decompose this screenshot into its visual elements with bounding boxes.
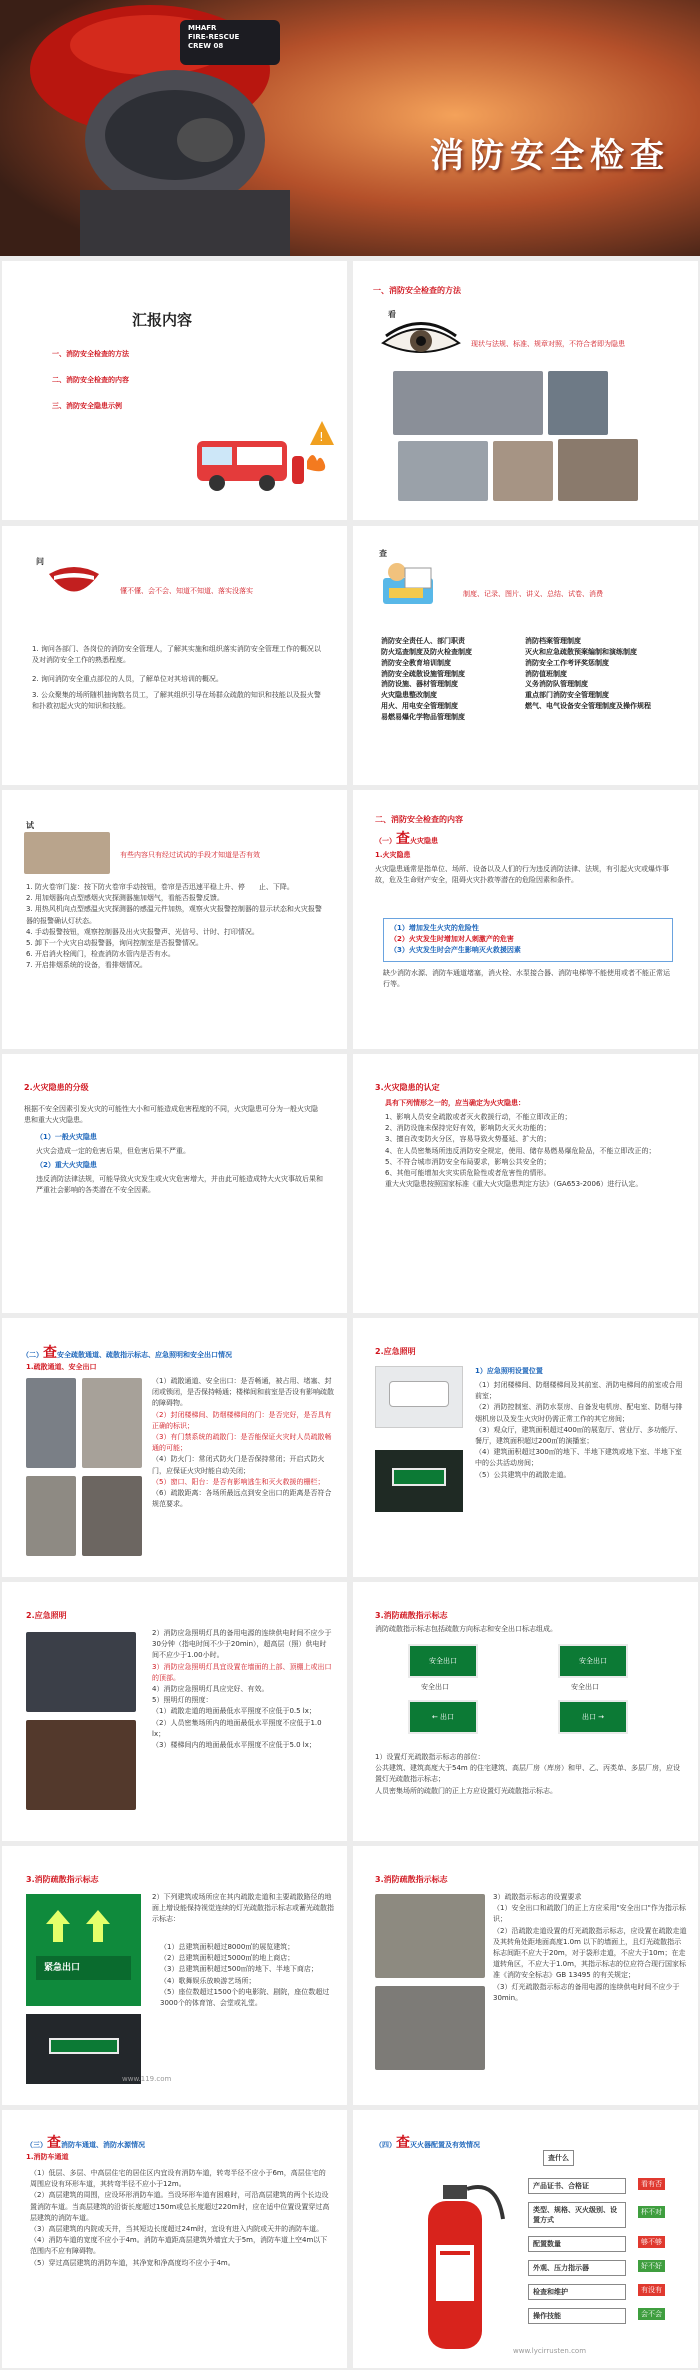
toc-item-1: 一、消防安全检查的方法: [52, 350, 129, 358]
corridor-photo: [26, 1378, 76, 1468]
tag-left: 类型、规格、灭火级别、设置方式: [528, 2202, 626, 2228]
check-left-list: [381, 636, 521, 723]
hazard-para: 火灾隐患通常是指单位、场所、设备以及人们的行为违反消防法律、法规，有引起火灾或爆炸事故，危及生命财产安全，阻碍火灾扑救等潜在的危险因素和条件。: [375, 865, 669, 885]
list-item: 5. 卸下一个火灾自动报警器，询问控制室是否报警情况。: [26, 938, 203, 947]
toc-slide: [2, 261, 347, 520]
ask-para-1: 1. 询问各部门、各岗位的消防安全管理人，了解其实施和组织落实消防安全管理工作的概况以及对消防安全工作的熟悉程度。: [32, 645, 321, 665]
list-item: 易燃易爆化学物品管理制度: [381, 712, 465, 721]
evacuation-slide: [2, 1318, 347, 1577]
list-item: 6. 开启消火栓阀门，检查消防水管内是否有水。: [26, 950, 175, 959]
list-item: 重点部门消防安全管理制度: [525, 691, 609, 700]
ask-note: 懂不懂、会不会、知道不知道、落实没落实: [120, 587, 253, 595]
inspection-photo-4: [493, 441, 553, 501]
inspector-photo: [375, 1894, 485, 1978]
list-item: （5）公共建筑中的疏散走道。: [475, 1470, 571, 1479]
hazard-example: 缺少消防水源、消防车通道堵塞，消火栓、水泵接合器、消防电梯等不能使用或者不能正常运行等。: [383, 969, 670, 989]
list-item: 消防安全疏散设施管理制度: [381, 669, 465, 678]
floor-sign-list: [160, 1942, 338, 2009]
list-item: 7. 开启排烟系统的设备，看排烟情况。: [26, 961, 147, 970]
determination-sub: 具有下列情形之一的，应当确定为火灾隐患：: [385, 1099, 525, 1107]
list-item: 4. 手动报警按钮，观察控制器及出火灾报警声、光信号、计时、打印情况。: [26, 927, 259, 936]
tag-right: 有没有: [638, 2284, 665, 2296]
inspection-photo-3: [398, 441, 488, 501]
list-item: （3）总建筑面积超过500㎡的地下、半地下商店；: [160, 1965, 318, 1974]
evac-sign-slide: [353, 1582, 698, 1841]
section-heading: 一、消防安全检查的方法: [373, 286, 461, 295]
list-item: （4）建筑面积超过300㎡的地下、半地下建筑或地下室、半地下室中的公共活动房间；: [475, 1448, 682, 1468]
lighting-position-slide: [353, 1318, 698, 1577]
list-item: （4）歌舞娱乐放映游艺场所；: [160, 1976, 256, 1985]
floor-arrow-sign: 紧急出口: [26, 1894, 141, 2006]
list-item: 1. 防火卷帘门旋：按下防火卷帘手动按钮，卷帘是否迅速平稳上升、停 止、下降。: [26, 883, 294, 891]
section-heading: 二、消防安全检查的内容: [375, 815, 463, 824]
door-photo: [26, 1476, 76, 1556]
list-item: 1）设置灯光疏散指示标志的部位：: [375, 1753, 485, 1761]
check-slide: [353, 526, 698, 785]
cover-title: 消防安全检查: [430, 136, 670, 176]
section-heading: 2.火灾隐患的分级: [24, 1083, 89, 1092]
list-item: 5）照明灯的照度：: [152, 1696, 213, 1705]
lighting-sub: 1）应急照明设置位置: [475, 1367, 543, 1375]
mouth-illustration: [44, 564, 104, 604]
look-char: 看: [388, 310, 396, 319]
evacuation-list: [152, 1376, 337, 1510]
toc-item-3: 三、消防安全隐患示例: [52, 402, 122, 410]
look-slide: [353, 261, 698, 520]
sign-requirement-slide: [353, 1846, 698, 2105]
list-item: 6、其他可能增加火灾实质危险性或者危害性的情形。: [385, 1168, 551, 1177]
list-item: 1、影响人员安全疏散或者灭火救援行动，不能立即改正的；: [385, 1113, 572, 1121]
exit-sign-2: 安全出口: [558, 1644, 628, 1678]
exit-sign-3: ← 出口: [408, 1700, 478, 1734]
stair-photo: [82, 1378, 142, 1468]
list-item: 消防档案管理制度: [525, 637, 581, 645]
inspection-photo-2: [548, 371, 608, 435]
list-item: （1）封闭楼梯间、防烟楼梯间及其前室、消防电梯间的前室或合用前室；: [475, 1381, 683, 1401]
section-heading: （三） 查 消防车通道、消防水源情况: [26, 2135, 145, 2151]
toc-title: 汇报内容: [132, 311, 193, 329]
list-item: （1）总建筑面积超过8000㎡的展览建筑；: [160, 1943, 295, 1951]
ask-slide: [2, 526, 347, 785]
tag-right: 好不好: [638, 2260, 665, 2272]
list-item: （5）穿过高层建筑的消防车道，其净宽和净高度均不应小于4m。: [30, 2258, 235, 2267]
list-item: 5、不符合城市消防安全布局要求，影响公共安全的；: [385, 1157, 551, 1166]
grading-slide: [2, 1054, 347, 1313]
item-label: 1.疏散通道、安全出口: [26, 1363, 97, 1371]
extinguisher-illustration: [398, 2165, 508, 2355]
fire-lane-slide: [2, 2110, 347, 2368]
list-item: 灭火和应急疏散预案编制和演练制度: [525, 647, 637, 656]
fire-truck-illustration: [182, 401, 342, 501]
list-item: 2）消防应急照明灯具的备用电源的连续供电时间不应少于30分钟（指电时间不少于20min），超高层（照）供电时间不应少于1.00小时。: [152, 1629, 332, 1660]
try-char: 试: [26, 821, 34, 830]
list-item: 燃气、电气设备安全管理制度及操作规程: [525, 702, 651, 711]
grading-sub-2: （2）重大火灾隐患: [36, 1161, 97, 1169]
inspection-photo-5: [558, 439, 638, 501]
list-item: 2、消防设施未保持完好有效，影响防火灭火功能的；: [385, 1124, 551, 1133]
section-heading: 2.应急照明: [26, 1611, 67, 1620]
lighting-requirement-slide: [2, 1582, 347, 1841]
list-item: 火灾隐患整改制度: [381, 691, 437, 700]
inspection-photo-1: [393, 371, 543, 435]
sign-test-photo: [375, 1986, 485, 2070]
list-item: 3、擅自改变防火分区，容易导致火势蔓延、扩大的；: [385, 1135, 551, 1144]
floor-sign-intro: 2）下列建筑或场所应在其内疏散走道和主要疏散路径的地面上增设能保持视觉连续的灯光疏散指示标志或蓄光疏散指示标志：: [152, 1893, 334, 1924]
hall-photo: [26, 1632, 136, 1712]
list-item: （2）人员密集场所内的地面最低水平照度不应低于1.0 lx；: [152, 1718, 322, 1738]
ask-para-3: 3. 公众聚集的场所随机抽询数名员工，了解其组织引导在场群众疏散的知识和技能以及报火警和扑救初起火灾的知识和技能。: [32, 691, 321, 711]
try-slide: [2, 790, 347, 1049]
check-what-tag: 查什么: [543, 2150, 574, 2166]
floor-sign-slide: [2, 1846, 347, 2105]
determination-list: [385, 1112, 680, 1190]
list-item: 重大火灾隐患按照国家标准《重大火灾隐患判定方法》（GA653-2006）进行认定。: [385, 1180, 643, 1189]
watermark: www.119.com: [122, 2075, 172, 2083]
list-item: 3. 用热风机向点型感温火灾探测器的感温元件加热，观察火灾报警控制器的显示状态和火灾报警器的报警确认灯状态。: [26, 905, 322, 925]
helmet-badge: MHAFR FIRE-RESCUE CREW 08: [188, 24, 240, 51]
exit-sign-1: 安全出口: [408, 1644, 478, 1678]
list-item: 3）消防应急照明灯具宜设置在墙面的上部、顶棚上或出口的顶部。: [152, 1662, 332, 1682]
list-item: （5）座位数超过1500个的电影院、剧院，座位数超过3000个的体育馆、会堂或礼堂。: [160, 1987, 330, 2007]
emergency-light-photo: [375, 1366, 463, 1428]
grading-para-1: 根据不安全因素引发火灾的可能性大小和可能造成危害程度的不同，火灾隐患可分为一般火灾隐患和重大火灾隐患。: [24, 1105, 318, 1125]
try-list: [26, 882, 326, 972]
list-item: （6）疏散距离：各场所最远点到安全出口的距离是否符合规范要求。: [152, 1488, 332, 1509]
corridor-light-photo: [26, 1720, 136, 1810]
fire-lane-list: [30, 2168, 330, 2269]
list-item: 3）疏散指示标志的设置要求: [493, 1893, 582, 1901]
list-item: 消防安全教育培训制度: [381, 658, 451, 667]
tag-left: 操作技能: [528, 2308, 626, 2324]
item-label: 1.火灾隐患: [375, 851, 411, 859]
tag-right: 会不会: [638, 2308, 665, 2320]
grading-sub-1: （1）一般火灾隐患: [36, 1133, 97, 1141]
grading-para-3: 违反消防法律法规，可能导致火灾发生或火灾危害增大，并由此可能造成特大火灾事故后果和严重社会影响的各类潜在不安全因素。: [36, 1175, 323, 1195]
extinguisher-slide: [353, 2110, 698, 2368]
list-item: 消防安全责任人、部门职责: [381, 637, 465, 645]
list-item: （2）消防控制室、消防水泵房、自备发电机房、配电室、防烟与排烟机房以及发生火灾时仍需正常工作的其它房间；: [475, 1403, 683, 1423]
tag-left: 检查和维护: [528, 2284, 626, 2300]
sign-caption-1: 安全出口: [421, 1683, 449, 1691]
list-item: 义务消防队管理制度: [525, 680, 588, 689]
list-item: （3）高层建筑的内院或天井，当其短边长度超过24m时，宜设有进入内院或天井的消防车道。: [30, 2224, 324, 2233]
list-item: 4、在人员密集场所违反消防安全规定，使用、储存易燃易爆危险品，不能立即改正的；: [385, 1146, 656, 1155]
svg-text:!: !: [319, 430, 324, 444]
determination-slide: [353, 1054, 698, 1313]
section-heading: （二） 查 安全疏散通道、疏散指示标志、应急照明和安全出口情况: [22, 1345, 232, 1361]
watermark: www.lycirrusten.com: [513, 2347, 587, 2355]
list-item: （1）疏散通道、安全出口：是否畅通，被占用、堵塞、封闭或锁闭，是否保持畅通；楼梯间和前室是否设有影响疏散的障碍物。: [152, 1377, 334, 1408]
list-item: （3）楼梯间内的地面最低水平照度不应低于5.0 lx；: [152, 1740, 316, 1749]
check-note: 制度、记录、图片、讲义、总结、试卷、消费: [463, 590, 603, 598]
section-heading: 3.消防疏散指示标志: [375, 1611, 448, 1620]
ask-para-2: 2. 询问消防安全重点部位的人员，了解单位对其培训的概况。: [32, 675, 223, 683]
list-item: 防火巡查制度及防火检查制度: [381, 647, 472, 656]
list-item: 用火、用电安全管理制度: [381, 702, 458, 711]
sub-heading: （一） 查 火灾隐患: [375, 831, 438, 847]
section-heading: 2.应急照明: [375, 1347, 416, 1356]
sign-caption-2: 安全出口: [571, 1683, 599, 1691]
tag-left: 配置数量: [528, 2236, 626, 2252]
ask-char: 问: [36, 557, 44, 566]
list-item: （1）疏散走道的地面最低水平照度不应低于0.5 lx；: [152, 1707, 316, 1716]
cover-slide: [0, 0, 700, 256]
requirement-list: [152, 1628, 332, 1751]
list-item: 4）消防应急照明灯具应完好、有效。: [152, 1684, 269, 1693]
list-item: （2）封闭楼梯间、防烟楼梯间的门：是否完好，是否具有正确的标识；: [152, 1410, 332, 1430]
exit-sign-4: 出口 →: [558, 1700, 628, 1734]
list-item: （3）观众厅，建筑面积超过400㎡的展览厅、营业厅、多功能厅、餐厅，建筑面积超过200㎡的演播室；: [475, 1425, 682, 1445]
tag-right: 够不够: [638, 2236, 665, 2248]
check-char: 查: [379, 549, 387, 558]
grading-para-2: 火灾会造成一定的危害后果，但危害后果不严重。: [36, 1147, 190, 1155]
sign-list: [375, 1752, 680, 1797]
list-item: （3）灯光疏散指示标志的备用电源的连续供电时间不应少于30min。: [493, 1982, 680, 2002]
tag-left: 外观、压力指示器: [528, 2260, 626, 2276]
exit-sign-photo: [375, 1450, 463, 1512]
look-note: 现状与法规、标准、规章对照，不符合者即为隐患: [471, 340, 625, 348]
check-right-list: [525, 636, 685, 712]
tag-left: 产品证书、合格证: [528, 2178, 626, 2194]
eye-illustration: [381, 321, 461, 361]
hazard-slide: [353, 790, 698, 1049]
try-note: 有些内容只有经过试试的手段才知道是否有效: [120, 851, 260, 859]
exit-photo: [82, 1476, 142, 1556]
list-item: 2. 用加烟器向点型感烟火灾探测器施加烟气，看能否报警反馈。: [26, 894, 224, 903]
tag-right: 杯不对: [638, 2206, 665, 2218]
item-label: 1.消防车通道: [26, 2153, 69, 2161]
section-heading: （四） 查 灭火器配置及有效情况: [375, 2135, 480, 2151]
list-item: （2）沿疏散走道设置的灯光疏散指示标志，应设置在疏散走道及其转角处距地面高度1.0m 以下的墙面上，且灯光疏散指示标志间距不应大于20m，对于袋形走道，不应大于10m；在走道转角区，不应大于1.0m，其指示标志的位应符合现行国家标准《消防安全标志》GB 13495 的有关规定；: [493, 1926, 687, 1980]
sign-req-list: [493, 1892, 688, 2004]
list-item: （3）有门禁系统的疏散门：是否能保证火灾时人员疏散畅通的可能；: [152, 1432, 332, 1453]
list-item: （5）窗口、阳台：是否有影响逃生和灭火救援的栅栏；: [152, 1477, 325, 1486]
list-item: 消防值班制度: [525, 669, 567, 678]
list-item: 消防安全工作考评奖惩制度: [525, 658, 609, 667]
testing-photo: [24, 832, 110, 874]
list-item: （4）消防车道的宽度不应小于4m。消防车道距高层建筑外墙宜大于5m，消防车道上空4m以下范围内不应有障碍物。: [30, 2236, 328, 2256]
section-heading: 3.消防疏散指示标志: [26, 1875, 99, 1884]
section-heading: 3.火灾隐患的认定: [375, 1083, 440, 1092]
list-item: 人员密集场所的疏散门的正上方应设置灯光疏散指示标志。: [375, 1786, 557, 1795]
list-item: （1）低层、多层、中高层住宅的居住区内宜设有消防车道，转弯半径不应小于6m，高层住宅的周围应设有环形车道，其转弯半径不应小于12m。: [30, 2169, 326, 2189]
hazard-box: （1）增加发生火灾的危险性 （2）火灾发生时增加对人刺激产的危害 （3）火灾发生时会产生影响灭火救援因素: [383, 918, 673, 962]
list-item: 消防设施、器材管理制度: [381, 680, 458, 689]
list-item: 公共建筑、建筑高度大于54m 的住宅建筑、高层厂房（库房）和甲、乙、丙类单、多层厂房，应设置灯光疏散指示标志；: [375, 1764, 680, 1784]
list-item: （4）防火门：常闭式防火门是否保持常闭；开启式防火门，应保证火灾时能自动关闭；: [152, 1455, 325, 1475]
section-heading: 3.消防疏散指示标志: [375, 1875, 448, 1884]
toc-item-2: 二、消防安全检查的内容: [52, 376, 129, 384]
reading-illustration: [375, 558, 445, 608]
lighting-list: [475, 1380, 685, 1481]
list-item: （2）总建筑面积超过5000㎡的地上商店；: [160, 1954, 295, 1963]
tag-right: 看有否: [638, 2178, 665, 2190]
sign-intro: 消防疏散指示标志包括疏散方向标志和安全出口标志组成。: [375, 1625, 557, 1633]
list-item: （1）安全出口和疏散门的正上方应采用"安全出口"作为指示标识；: [493, 1904, 686, 1924]
list-item: （2）高层建筑的周围，应设环形消防车道。当设环形车道有困难时，可沿高层建筑的两个长边设置消防车道。当高层建筑的沿街长度超过150m或总长度超过220m时，应在适中位置设置穿过高层建筑的消防车道。: [30, 2191, 330, 2222]
